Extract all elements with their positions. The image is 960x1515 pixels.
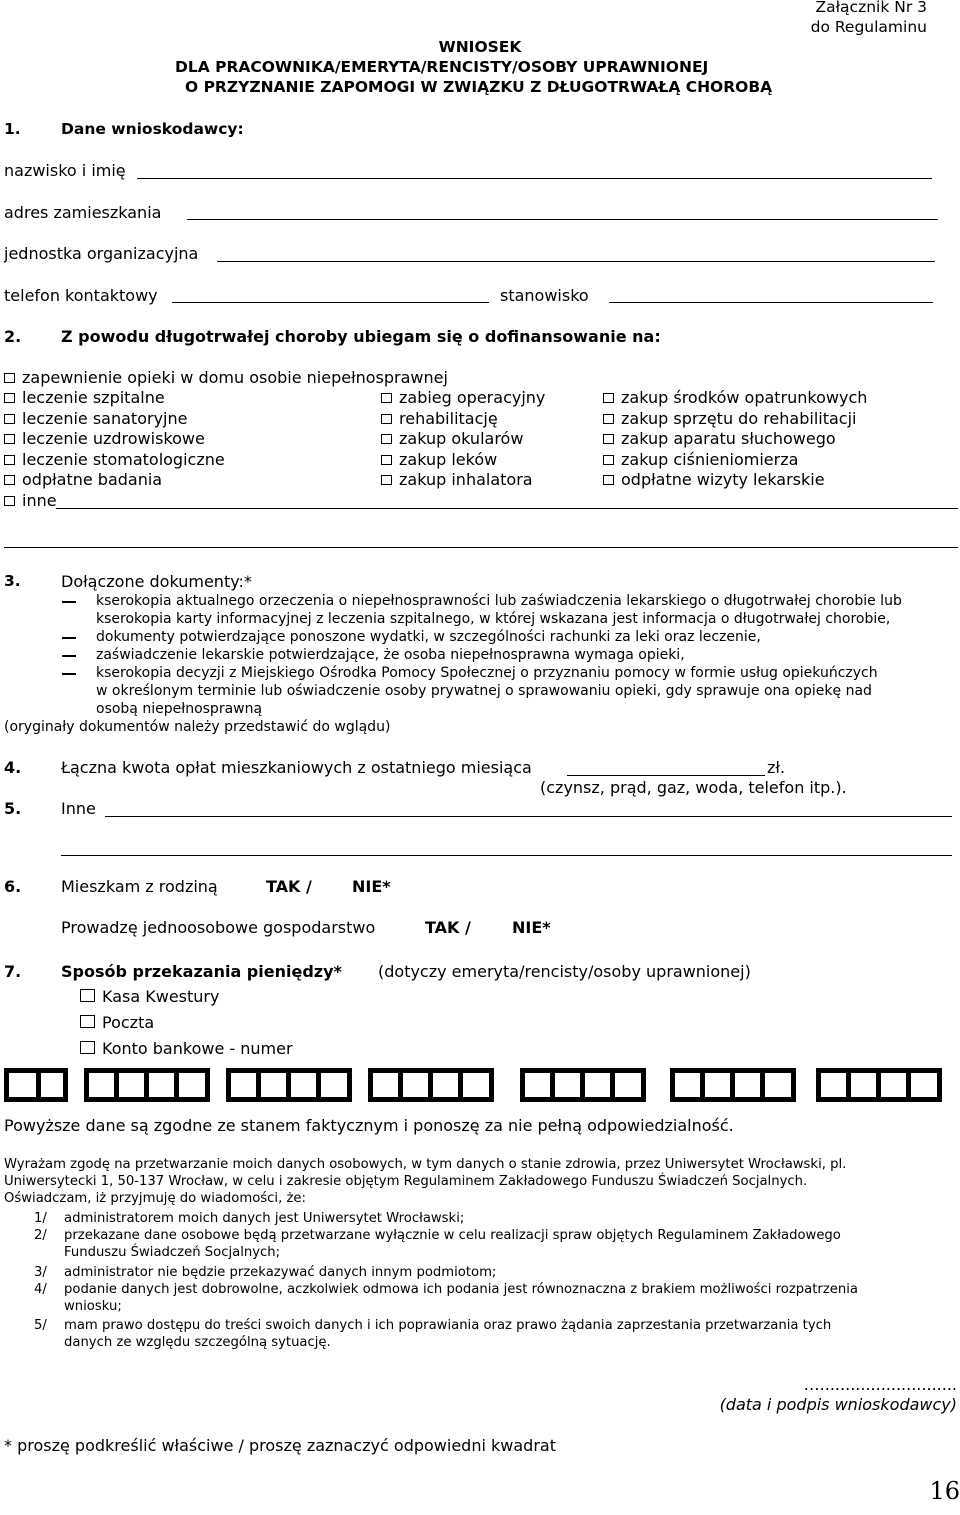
option-item[interactable]	[4, 470, 225, 491]
consent-line: Oświadczam, iż przyjmuję do wiadomości, że:	[4, 1191, 306, 1206]
name-field[interactable]	[137, 178, 932, 179]
option-item[interactable]	[603, 409, 867, 430]
section2-num: 2.	[4, 327, 22, 346]
option-other[interactable]	[4, 491, 57, 510]
section5-text: Inne	[61, 799, 96, 818]
consent-item-num: 1/	[34, 1211, 47, 1226]
options-col3	[603, 388, 867, 491]
consent-line: Uniwersytecki 1, 50-137 Wrocław, w celu i zakresie objętym Regulaminem Zakładowego Funduszu Świadczeń Socjalnych.	[4, 1174, 808, 1189]
checkbox[interactable]	[4, 393, 15, 403]
checkbox[interactable]	[381, 475, 392, 485]
payment-option[interactable]	[80, 1039, 293, 1058]
doc-item: kserokopia decyzji z Miejskiego Ośrodka Pomocy Społecznej o przyznaniu pomocy w formie usług opiekuńczych	[96, 665, 878, 681]
option-label: inne	[22, 491, 57, 510]
section4-num: 4.	[4, 758, 22, 777]
section7-heading: Sposób przekazania pieniędzy*	[61, 962, 342, 981]
option-item[interactable]	[4, 409, 225, 430]
option-label: zakup okularów	[399, 429, 524, 448]
other-info-field-2[interactable]	[61, 855, 952, 856]
other-field[interactable]	[56, 508, 958, 509]
account-number-group[interactable]	[4, 1068, 68, 1102]
checkbox[interactable]	[603, 455, 614, 465]
section4-text: Łączna kwota opłat mieszkaniowych z ostatniego miesiąca	[61, 758, 532, 777]
signature-dots[interactable]: …...........................	[803, 1375, 957, 1394]
doc-item: w określonym terminie lub oświadczenie osoby prywatnej o sprawowaniu opieki, gdy sprawuje ona opiekę nad	[96, 683, 872, 699]
footnote: * proszę podkreślić właściwe / proszę zaznaczyć odpowiedni kwadrat	[4, 1436, 556, 1455]
consent-item: Funduszu Świadczeń Socjalnych;	[64, 1245, 281, 1260]
option-label: leczenie sanatoryjne	[22, 408, 188, 428]
phone-field[interactable]	[172, 302, 489, 303]
checkbox[interactable]	[381, 434, 392, 444]
section2-heading: Z powodu długotrwałej choroby ubiegam się o dofinansowanie na:	[61, 327, 661, 346]
consent-item-num: 4/	[34, 1282, 47, 1297]
address-field[interactable]	[187, 219, 938, 220]
section5-num: 5.	[4, 799, 22, 818]
checkbox[interactable]	[80, 989, 95, 1002]
address-label: adres zamieszkania	[4, 203, 162, 222]
consent-item: podanie danych jest dobrowolne, aczkolwiek odmowa ich podania jest równoznaczna z brakiem możliwości rozpatrzenia	[64, 1282, 858, 1297]
option-label: leczenie stomatologiczne	[22, 449, 225, 469]
payment-option[interactable]	[80, 987, 219, 1006]
option-item[interactable]	[381, 388, 545, 409]
checkbox[interactable]	[80, 1041, 95, 1054]
page-number: 16	[929, 1477, 960, 1505]
option-label: Konto bankowe - numer	[102, 1039, 293, 1058]
title-line-1: WNIOSEK	[438, 38, 522, 56]
doc-item: dokumenty potwierdzające ponoszone wydatki, w szczególności rachunki za leki oraz leczenie,	[96, 629, 761, 645]
phone-label: telefon kontaktowy	[4, 286, 158, 305]
section1-heading: Dane wnioskodawcy:	[61, 120, 244, 138]
attachment-label-1: Załącznik Nr 3	[815, 0, 927, 16]
checkbox[interactable]	[4, 373, 15, 383]
section6-num: 6.	[4, 877, 22, 896]
bullet-dash	[62, 601, 76, 603]
option-label: zakup aparatu słuchowego	[621, 429, 836, 448]
account-number-group[interactable]	[84, 1068, 210, 1102]
household-no[interactable]: NIE*	[512, 918, 551, 937]
declaration-text: Powyższe dane są zgodne ze stanem faktycznym i ponoszę za nie pełną odpowiedzialność.	[4, 1116, 734, 1135]
amount-hint: (czynsz, prąd, gaz, woda, telefon itp.).	[540, 778, 847, 797]
option-label: odpłatne wizyty lekarskie	[621, 470, 825, 489]
bullet-dash	[62, 673, 76, 675]
checkbox[interactable]	[603, 414, 614, 424]
consent-line: Wyrażam zgodę na przetwarzanie moich danych osobowych, w tym danych o stanie zdrowia, przez Uniwersytet Wrocławski, pl.	[4, 1157, 847, 1172]
consent-item: administrator nie będzie przekazywać danych innym podmiotom;	[64, 1265, 497, 1280]
option-label: zapewnienie opieki w domu osobie niepełnosprawnej	[22, 368, 448, 387]
option-item[interactable]	[603, 450, 867, 471]
option-item[interactable]	[4, 429, 225, 450]
option-item[interactable]	[381, 409, 545, 430]
other-info-field[interactable]	[105, 816, 952, 817]
consent-item: przekazane dane osobowe będą przetwarzane wyłącznie w celu realizacji spraw objętych Regulaminem Zakładowego	[64, 1228, 841, 1243]
option-label: rehabilitację	[399, 408, 498, 428]
option-label: leczenie szpitalne	[22, 388, 165, 407]
family-no[interactable]: NIE*	[352, 877, 391, 896]
consent-item: wniosku;	[64, 1299, 122, 1314]
checkbox[interactable]	[381, 393, 392, 403]
option-item[interactable]	[381, 429, 545, 450]
currency-label: zł.	[767, 758, 786, 777]
consent-item: mam prawo dostępu do treści swoich danych i ich poprawiania oraz prawo żądania zaprzestania przetwarzania tych	[64, 1318, 832, 1333]
option-item[interactable]	[4, 388, 225, 409]
option-label: zabieg operacyjny	[399, 388, 546, 407]
option-care[interactable]	[4, 368, 448, 387]
unit-field[interactable]	[217, 261, 935, 262]
checkbox[interactable]	[603, 475, 614, 485]
option-label: odpłatne badania	[22, 470, 163, 489]
option-item[interactable]	[381, 470, 545, 491]
options-col2	[381, 388, 545, 491]
family-yes[interactable]: TAK /	[266, 877, 312, 896]
amount-field[interactable]	[567, 775, 765, 776]
consent-item-num: 3/	[34, 1265, 47, 1280]
consent-item-num: 2/	[34, 1228, 47, 1243]
doc-item: zaświadczenie lekarskie potwierdzające, że osoba niepełnosprawna wymaga opieki,	[96, 647, 685, 663]
doc-item: osobą niepełnosprawną	[96, 701, 263, 717]
option-label: zakup sprzętu do rehabilitacji	[621, 408, 857, 428]
section1-num: 1.	[4, 120, 21, 138]
account-number-group[interactable]	[368, 1068, 494, 1102]
attachment-label-2: do Regulaminu	[810, 18, 927, 36]
position-field[interactable]	[609, 302, 933, 303]
household-yes[interactable]: TAK /	[425, 918, 471, 937]
checkbox[interactable]	[4, 434, 15, 444]
section7-note: (dotyczy emeryta/rencisty/osoby uprawnionej)	[378, 962, 751, 981]
title-line-3: O PRZYZNANIE ZAPOMOGI W ZWIĄZKU Z DŁUGOTRWAŁĄ CHOROBĄ	[185, 78, 773, 96]
account-number-group[interactable]	[226, 1068, 352, 1102]
checkbox[interactable]	[4, 496, 15, 506]
section3-heading: Dołączone dokumenty:*	[61, 572, 252, 591]
option-label: zakup inhalatora	[399, 470, 533, 489]
household-label: Prowadzę jednoosobowe gospodarstwo	[61, 918, 376, 937]
consent-item: administratorem moich danych jest Uniwersytet Wrocławski;	[64, 1211, 465, 1226]
family-label: Mieszkam z rodziną	[61, 877, 218, 896]
account-number-group[interactable]	[816, 1068, 942, 1102]
bullet-dash	[62, 655, 76, 657]
bullet-dash	[62, 637, 76, 639]
checkbox[interactable]	[381, 414, 392, 424]
option-item[interactable]	[381, 450, 545, 471]
checkbox[interactable]	[4, 475, 15, 485]
option-item[interactable]	[603, 388, 867, 409]
checkbox[interactable]	[603, 393, 614, 403]
options-col1	[4, 388, 225, 491]
option-label: Kasa Kwestury	[102, 987, 220, 1006]
name-label: nazwisko i imię	[4, 161, 126, 180]
checkbox[interactable]	[4, 455, 15, 465]
section7-num: 7.	[4, 962, 22, 981]
doc-note: (oryginały dokumentów należy przedstawić do wglądu)	[4, 719, 391, 735]
other-field-2[interactable]	[4, 547, 958, 548]
doc-item: kserokopia karty informacyjnej z leczenia szpitalnego, w której wskazana jest informacja o długotrwałej chorobie,	[96, 611, 891, 627]
payment-option[interactable]	[80, 1013, 154, 1032]
position-label: stanowisko	[500, 286, 589, 305]
option-label: Poczta	[102, 1013, 155, 1032]
signature-label: (data i podpis wnioskodawcy)	[719, 1395, 957, 1414]
consent-item-num: 5/	[34, 1318, 47, 1333]
checkbox[interactable]	[381, 455, 392, 465]
doc-item: kserokopia aktualnego orzeczenia o niepełnosprawności lub zaświadczenia lekarskiego o długotrwałej chorobie lub	[96, 593, 902, 609]
account-number-group[interactable]	[670, 1068, 796, 1102]
section3-num: 3.	[4, 572, 21, 590]
option-label: zakup ciśnieniomierza	[621, 449, 799, 469]
unit-label: jednostka organizacyjna	[4, 244, 199, 263]
checkbox[interactable]	[4, 414, 15, 424]
consent-item: danych ze względu szczególną sytuację.	[64, 1335, 331, 1350]
option-item[interactable]	[603, 470, 867, 491]
checkbox[interactable]	[603, 434, 614, 444]
account-number-group[interactable]	[520, 1068, 646, 1102]
option-label: leczenie uzdrowiskowe	[22, 429, 205, 448]
checkbox[interactable]	[80, 1015, 95, 1028]
option-label: zakup środków opatrunkowych	[621, 388, 868, 407]
title-line-2: DLA PRACOWNIKA/EMERYTA/RENCISTY/OSOBY UPRAWNIONEJ	[175, 58, 709, 76]
option-item[interactable]	[4, 450, 225, 471]
option-label: zakup leków	[399, 449, 498, 469]
option-item[interactable]	[603, 429, 867, 450]
